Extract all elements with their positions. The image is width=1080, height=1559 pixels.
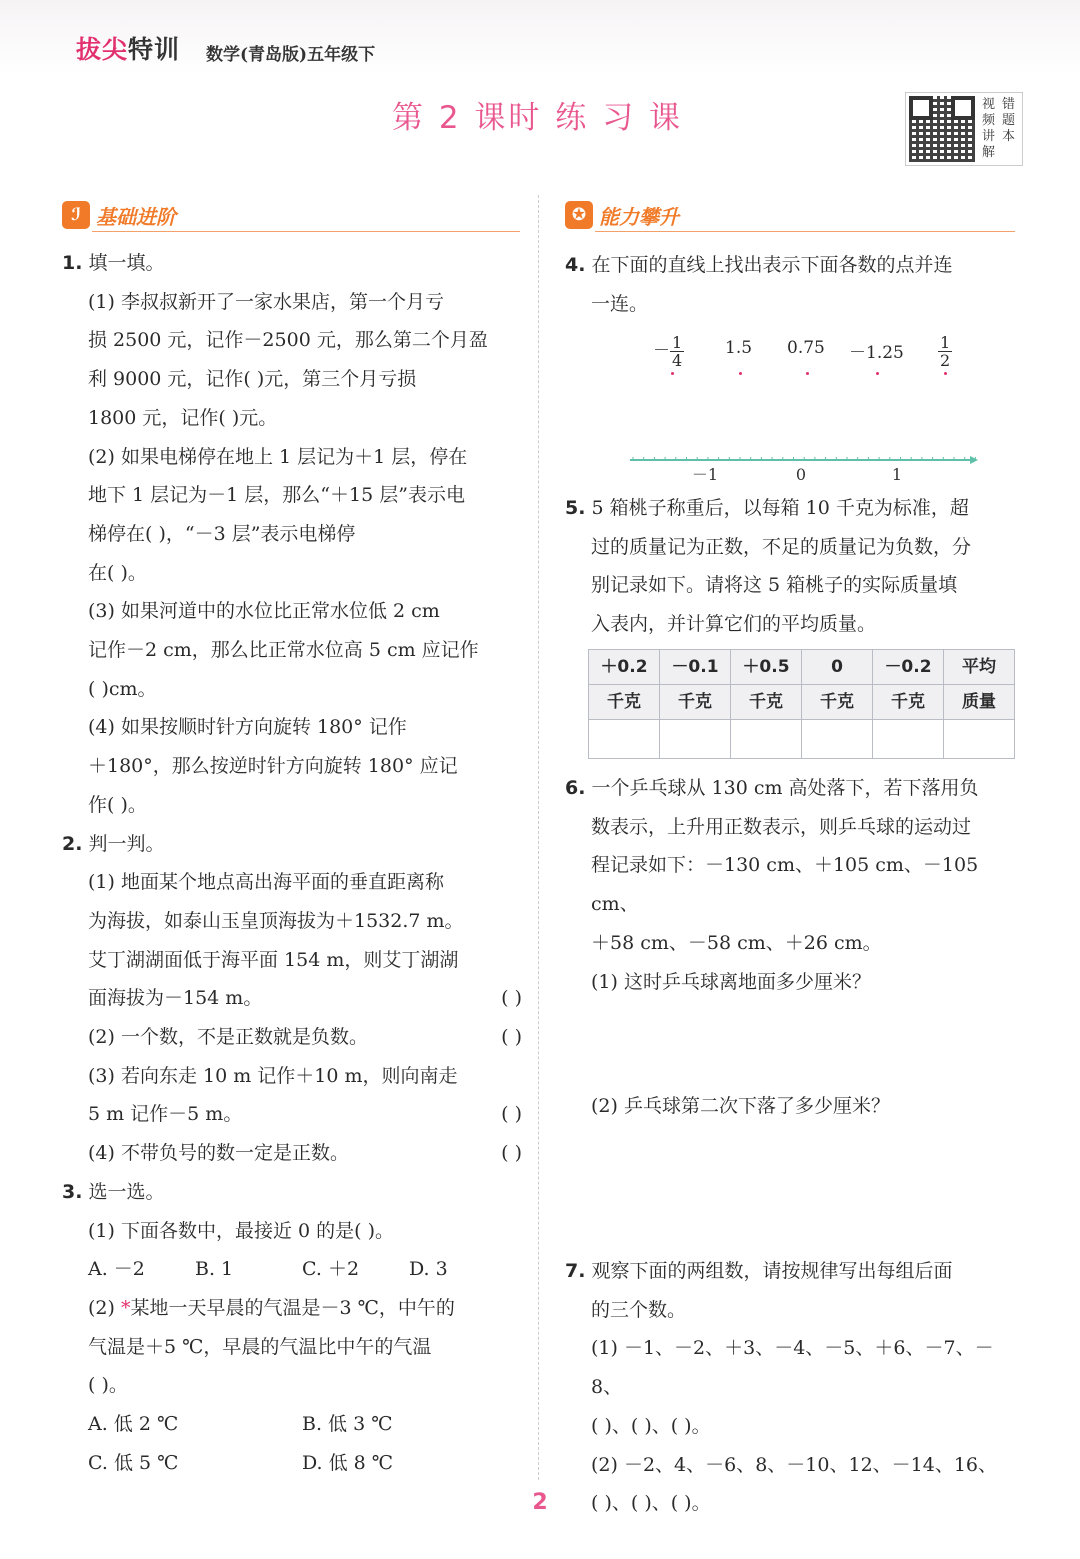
minus-sign: －	[653, 341, 670, 361]
text-line: 某地一天早晨的气温是－3 ℃，中午的	[130, 1296, 455, 1319]
question-4-line-1	[565, 246, 1020, 285]
right-column-q7	[565, 1252, 1020, 1523]
text-line: (2) 如果电梯停在地上 1 层记为＋1 层，停在	[88, 445, 468, 468]
peach-weight-table	[588, 649, 1015, 759]
answer-bracket[interactable]: ( )	[501, 1103, 522, 1126]
text-line: 为海拔，如泰山玉皇顶海拔为＋1532.7 m。	[88, 909, 464, 932]
answer-cell[interactable]	[802, 720, 873, 759]
text-line: (2) 一个数，不是正数就是负数。	[88, 1026, 368, 1049]
text-line: 艾丁湖湖面低于海平面 154 m，则艾丁湖湖	[88, 948, 459, 971]
text-line: (1) 下面各数中，最接近 0 的是( )。	[88, 1219, 394, 1242]
table-header-cell: 千克	[660, 685, 731, 720]
table-header-cell: 千克	[873, 685, 944, 720]
sub-question: (2) 乒乓球第二次下落了多少厘米？	[591, 1095, 890, 1117]
question-number: 3.	[62, 1180, 83, 1203]
text-line: (3) 若向东走 10 m 记作＋10 m，则向南走	[88, 1064, 458, 1087]
question-1-body	[62, 283, 522, 825]
text-line: 5 m 记作－5 m。	[88, 1103, 243, 1126]
judge-line	[88, 1095, 522, 1134]
page-number: 2	[532, 1490, 548, 1515]
answer-blanks[interactable]: ( )、( )、( )。	[591, 1492, 711, 1515]
choice-options-1	[88, 1250, 522, 1289]
text-line: 1800 元，记作( )元。	[88, 406, 278, 429]
section-title-basic: 基础进阶	[96, 205, 176, 229]
denominator: 2	[940, 351, 951, 370]
value-dot[interactable]	[671, 372, 674, 375]
text-line: 梯停在( )，“－3 层”表示电梯停	[88, 522, 356, 545]
brand-part-2: 特训	[128, 35, 181, 64]
table-header-cell: ＋0.2	[589, 650, 660, 685]
text-line: 在( )。	[88, 561, 147, 584]
choice-option[interactable]: D. 3	[409, 1258, 448, 1281]
sub-question: (1) 这时乒乓球离地面多少厘米？	[591, 970, 871, 993]
right-column-q5	[565, 489, 1020, 644]
table-row	[589, 650, 1015, 685]
numerator: 1	[940, 333, 951, 352]
table-header-cell: 千克	[731, 685, 802, 720]
text-line: 一连。	[591, 292, 649, 315]
fraction	[670, 334, 684, 369]
text-line: ＋180°，那么按逆时针方向旋转 180° 应记	[88, 755, 458, 778]
text-line: ( )cm。	[88, 677, 157, 700]
axis-label: －1	[691, 465, 719, 484]
section-title-advanced: 能力攀升	[599, 205, 679, 229]
answer-cell[interactable]	[873, 720, 944, 759]
table-header-cell: 千克	[589, 685, 660, 720]
text-line: (1) 地面某个地点高出海平面的垂直距离称	[88, 871, 444, 894]
right-column-q6-2	[565, 1087, 1020, 1126]
value-dot[interactable]	[739, 372, 742, 375]
question-number: 6.	[565, 777, 586, 799]
book-subtitle: 数学(青岛版)五年级下	[206, 45, 376, 65]
question-number: 5.	[565, 497, 586, 519]
answer-cell[interactable]	[589, 720, 660, 759]
text-line: (2) －2、4、－6、8、－10、12、－14、16、	[591, 1453, 998, 1476]
table-row	[589, 685, 1015, 720]
text-line: 面海拔为－154 m。	[88, 987, 263, 1010]
text-line: (4) 如果按顺时针方向旋转 180° 记作	[88, 716, 407, 739]
text-line: 一个乒乓球从 130 cm 高处落下，若下落用负	[591, 777, 979, 799]
table-header-cell: 质量	[944, 685, 1015, 720]
answer-bracket[interactable]: ( )	[501, 987, 522, 1010]
text-line: (1) 李叔叔新开了一家水果店，第一个月亏	[88, 290, 444, 313]
judge-line	[88, 1134, 522, 1173]
question-2-heading	[62, 825, 522, 864]
table-header-cell: 0	[802, 650, 873, 685]
choice-option[interactable]: C. 低 5 ℃	[88, 1451, 179, 1474]
qr-code-icon[interactable]	[909, 96, 975, 162]
right-column-q4	[565, 246, 1020, 323]
text-line: 气温是＋5 ℃，早晨的气温比中午的气温	[88, 1335, 432, 1358]
section-header-advanced	[565, 197, 1017, 237]
value-0-75: 0.75	[787, 338, 825, 358]
text-line: 过的质量记为正数，不足的质量记为负数，分	[591, 535, 972, 558]
answer-cell[interactable]	[660, 720, 731, 759]
table-header-cell: 平均	[944, 650, 1015, 685]
judge-line	[88, 1018, 522, 1057]
text-line: 损 2500 元，记作－2500 元，那么第二个月盈	[88, 329, 488, 352]
text-line: 的三个数。	[591, 1298, 687, 1321]
choice-option[interactable]: A. －2	[88, 1258, 145, 1281]
question-number: 4.	[565, 254, 586, 276]
choice-options-2	[88, 1405, 522, 1444]
question-number: 2.	[62, 832, 83, 855]
text-line: 入表内，并计算它们的平均质量。	[591, 613, 877, 636]
text-line: 作( )。	[88, 793, 147, 816]
text-line: (1) －1、－2、＋3、－4、－5、＋6、－7、－8、	[591, 1337, 994, 1399]
numerator: 1	[672, 333, 683, 352]
choice-option[interactable]: B. 低 3 ℃	[302, 1413, 393, 1436]
answer-cell[interactable]	[944, 720, 1015, 759]
arrow-icon	[970, 456, 978, 464]
question-title: 判一判。	[88, 832, 165, 855]
question-5-line-1	[565, 489, 1020, 528]
choice-options-3	[88, 1444, 522, 1483]
text-line: 地下 1 层记为－1 层，那么“＋15 层”表示电	[88, 484, 465, 507]
number-line[interactable]	[625, 448, 980, 488]
choice-option[interactable]: B. 1	[195, 1258, 234, 1281]
answer-blanks[interactable]: ( )、( )、( )。	[591, 1414, 711, 1437]
text-line: 记作－2 cm，那么比正常水位高 5 cm 应记作	[88, 639, 479, 662]
value-neg-1-25: －1.25	[849, 343, 904, 363]
question-2-body	[62, 863, 522, 1173]
lesson-title: 第 2 课时 练 习 课	[392, 100, 683, 136]
section-underline	[92, 231, 520, 232]
text-line: 程记录如下：－130 cm、＋105 cm、－105 cm、	[591, 854, 979, 916]
table-header-cell: 千克	[802, 685, 873, 720]
denominator: 4	[672, 351, 683, 370]
qr-label-mistakes: 错题本	[1002, 97, 1016, 144]
question-3-body	[62, 1212, 522, 1483]
question-title: 选一选。	[88, 1180, 165, 1203]
question-1-heading	[62, 244, 522, 283]
text-line: ( )。	[88, 1374, 128, 1397]
question-6-line-1	[565, 769, 1020, 808]
text-line: 在下面的直线上找出表示下面各数的点并连	[591, 254, 953, 276]
value-dot[interactable]	[876, 372, 879, 375]
text-line: 数表示，上升用正数表示，则乒乓球的运动过	[591, 815, 972, 838]
answer-cell[interactable]	[731, 720, 802, 759]
section-header-basic	[62, 197, 522, 237]
fraction	[938, 334, 952, 369]
pen-icon: ℐ	[62, 201, 90, 229]
column-divider	[538, 195, 539, 1480]
answer-bracket[interactable]: ( )	[501, 1142, 522, 1165]
value-dot[interactable]	[944, 372, 947, 375]
question-7-line-1	[565, 1252, 1020, 1291]
answer-bracket[interactable]: ( )	[501, 1026, 522, 1049]
judge-line	[88, 979, 522, 1018]
number-values-row	[565, 320, 1020, 380]
choice-option[interactable]: D. 低 8 ℃	[302, 1451, 394, 1474]
table-row	[589, 720, 1015, 759]
climb-icon: ✪	[565, 201, 593, 229]
section-underline	[595, 231, 1015, 232]
text-line: ＋58 cm、－58 cm、＋26 cm。	[591, 931, 882, 954]
question-3-heading	[62, 1173, 522, 1212]
qr-label-video: 视频讲解	[982, 97, 996, 160]
text-line: 利 9000 元，记作( )元，第三个月亏损	[88, 368, 417, 391]
right-column-q6	[565, 769, 1020, 1001]
star-icon: *	[120, 1296, 131, 1319]
text-line: (3) 如果河道中的水位比正常水位低 2 cm	[88, 600, 440, 623]
brand-part-1: 拔尖	[76, 35, 129, 64]
text-line: 观察下面的两组数，请按规律写出每组后面	[591, 1260, 953, 1282]
table-header-cell: －0.2	[873, 650, 944, 685]
qr-code-panel[interactable]	[905, 92, 1023, 166]
value-1-5: 1.5	[725, 338, 753, 358]
value-neg-quarter	[653, 334, 684, 369]
question-number: 1.	[62, 252, 83, 274]
choice-option[interactable]: A. 低 2 ℃	[88, 1413, 179, 1436]
table-header-cell: －0.1	[660, 650, 731, 685]
table-header-cell: ＋0.5	[731, 650, 802, 685]
value-dot[interactable]	[806, 372, 809, 375]
choice-option[interactable]: C. ＋2	[302, 1258, 360, 1281]
text-line: 5 箱桃子称重后，以每箱 10 千克为标准，超	[591, 497, 969, 519]
axis-label: 0	[795, 465, 807, 484]
axis-label: 1	[891, 465, 903, 484]
text-line: 别记录如下。请将这 5 箱桃子的实际质量填	[591, 574, 958, 597]
question-title: 填一填。	[88, 252, 165, 274]
left-column	[62, 244, 522, 1483]
brand-logo	[76, 30, 180, 66]
text-line: (4) 不带负号的数一定是正数。	[88, 1142, 349, 1165]
sub-number: (2)	[88, 1296, 121, 1319]
text-line	[88, 1289, 522, 1328]
question-number: 7.	[565, 1260, 586, 1282]
value-half	[938, 334, 952, 369]
